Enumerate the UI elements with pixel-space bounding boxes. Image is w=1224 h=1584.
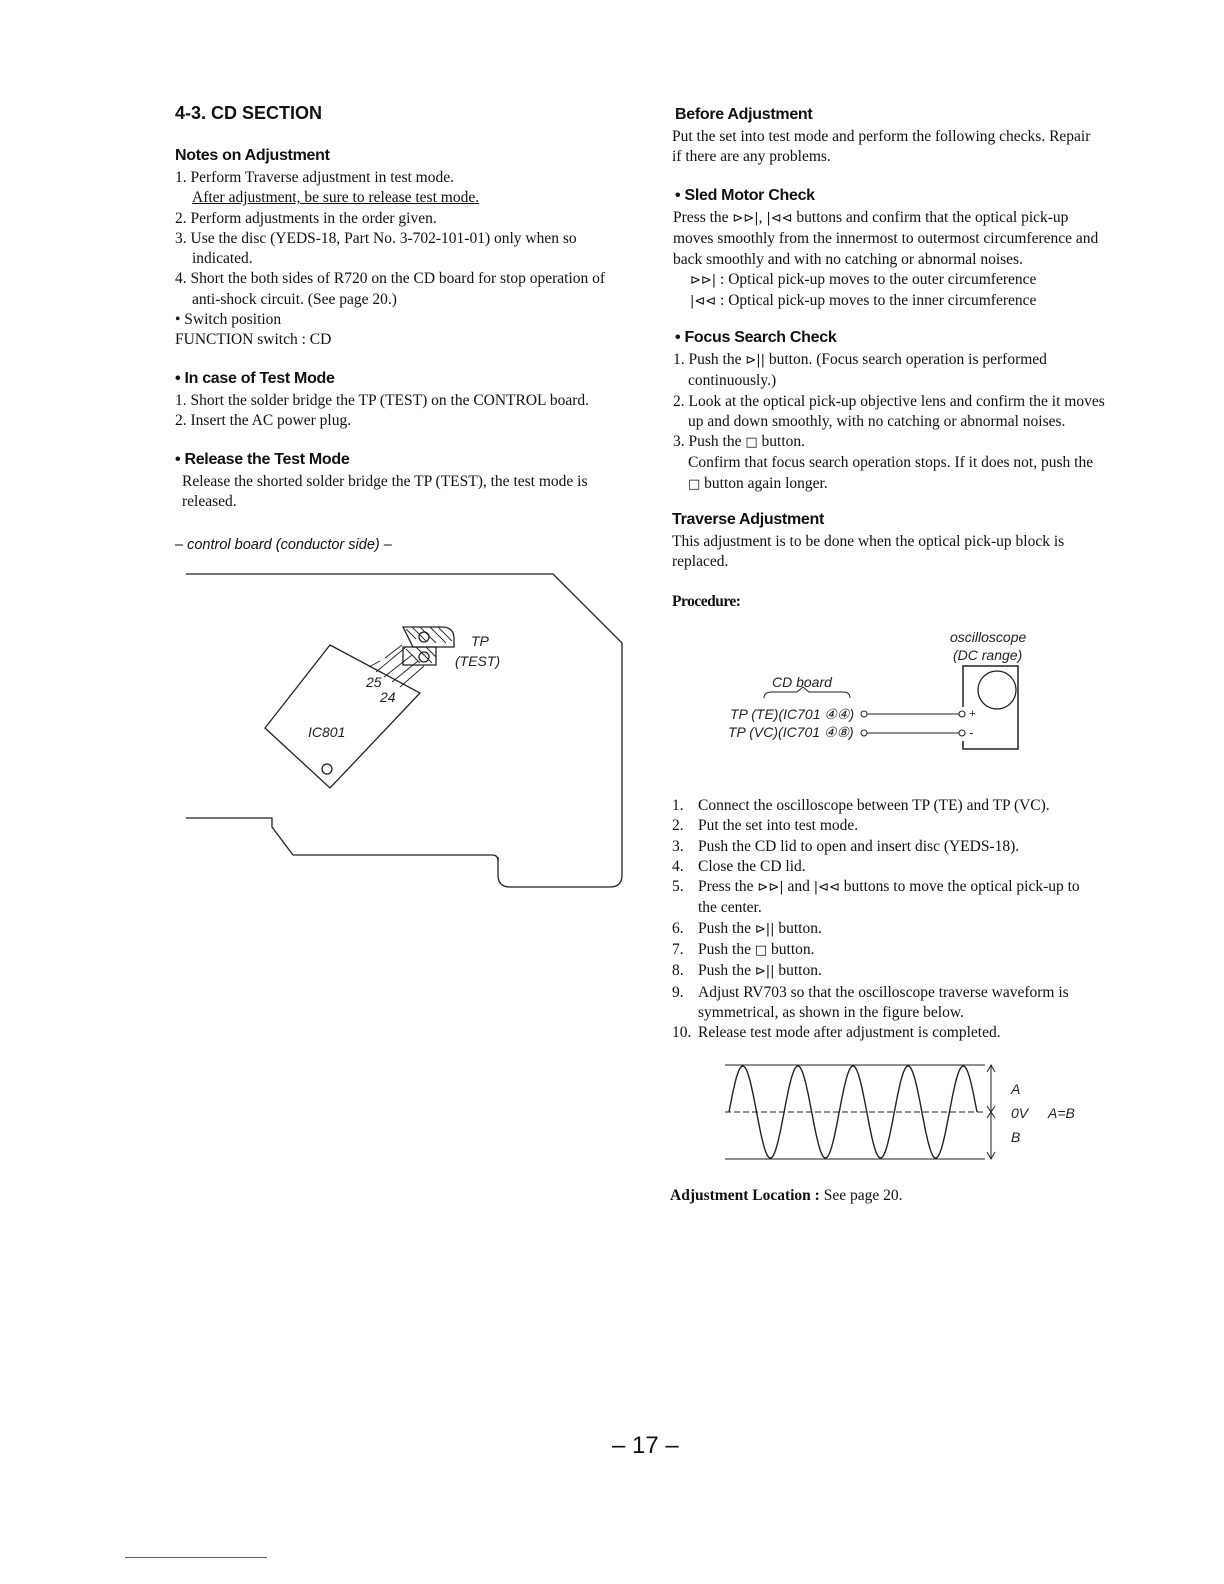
step-number: 8. (672, 962, 684, 980)
notes-line: FUNCTION switch : CD (175, 331, 332, 349)
step-text: button. (771, 941, 815, 959)
step-text: Put the set into test mode. (698, 817, 859, 835)
sled-motor-text (673, 208, 1133, 312)
sled-ff-line (673, 270, 1133, 291)
notes-heading: Notes on Adjustment (175, 147, 330, 164)
notes-line: indicated. (192, 250, 253, 268)
pin-24-label: 24 (380, 689, 396, 705)
procedure-steps (672, 796, 1142, 1044)
board-outline (186, 574, 622, 887)
minus-label: - (969, 725, 974, 740)
sled-rew-text: : Optical pick-up moves to the inner circumference (720, 292, 1037, 310)
step-text: Close the CD lid. (698, 857, 806, 875)
test-mode-heading: • In case of Test Mode (175, 370, 335, 387)
notes-line: 1. Perform Traverse adjustment in test mode. (175, 169, 454, 186)
release-heading: • Release the Test Mode (175, 451, 350, 468)
rewind-icon: |⊲⊲ (766, 211, 793, 226)
sled-line: back smoothly and with no catching or abnormal noises. (673, 250, 1023, 268)
focus-search-heading: • Focus Search Check (675, 329, 837, 346)
cd-board-label: CD board (772, 674, 832, 690)
step-number: 9. (672, 983, 684, 1001)
focus-line (673, 432, 1133, 453)
plus-label: + (969, 708, 976, 720)
procedure-step (672, 1023, 1142, 1043)
play-pause-icon: ⊳|| (754, 964, 775, 980)
step-number: 3. (672, 837, 684, 855)
sled-line (673, 208, 1133, 229)
traverse-line: replaced. (672, 553, 729, 571)
step-number: 1. (672, 797, 684, 814)
focus-line (673, 474, 1133, 495)
sled-motor-heading: • Sled Motor Check (675, 187, 815, 204)
oscilloscope-diagram (720, 625, 1040, 760)
focus-line: up and down smoothly, with no catching or abnormal noises. (688, 412, 1066, 430)
step-number: 5. (672, 878, 684, 896)
procedure-step (672, 940, 1142, 961)
label-a-equals-b: A=B (1048, 1105, 1075, 1121)
step-number: 7. (672, 941, 684, 959)
traverse-line: This adjustment is to be done when the optical pick-up block is (672, 533, 1065, 550)
sled-ff-text: : Optical pick-up moves to the outer circumference (720, 270, 1037, 288)
procedure-step (672, 961, 1142, 982)
rewind-icon: |⊲⊲ (690, 294, 717, 310)
oscilloscope-screen (978, 671, 1016, 709)
tp-test-label: (TEST) (455, 653, 501, 669)
release-line: released. (182, 493, 237, 511)
step-text: Push the (698, 962, 751, 980)
focus-text: button. (761, 433, 806, 451)
fast-forward-icon: ⊳⊳| (757, 880, 784, 896)
test-mode-list (175, 391, 589, 432)
step-number: 6. (672, 919, 684, 937)
stop-icon: □ (754, 943, 768, 959)
procedure-step (672, 857, 1142, 877)
before-adjustment-heading: Before Adjustment (675, 106, 813, 123)
sled-line: moves smoothly from the innermost to outermost circumference and (673, 230, 1099, 248)
step-text: Adjust RV703 so that the oscilloscope traverse waveform is (698, 983, 1069, 1001)
focus-line (673, 350, 1133, 371)
notes-line: 3. Use the disc (YEDS-18, Part No. 3-702-101-01) only when so (175, 229, 577, 247)
focus-line: Confirm that focus search operation stops. If it does not, push the (688, 454, 1094, 472)
step-text: the center. (698, 899, 762, 917)
focus-search-text (673, 350, 1133, 495)
step-text: buttons to move the optical pick-up to (843, 878, 1080, 896)
step-text: Push the (698, 919, 751, 937)
step-text: Release test mode after adjustment is completed. (698, 1024, 1001, 1042)
before-line: if there are any problems. (672, 148, 831, 166)
ic801-pin1-marker (322, 764, 332, 774)
ic801-label: IC801 (308, 724, 346, 740)
release-line: Release the shorted solder bridge the TP (TEST), the test mode is (182, 473, 588, 490)
sled-rew-line (673, 291, 1133, 312)
play-pause-icon: ⊳|| (754, 921, 775, 937)
focus-line: continuously.) (688, 372, 777, 390)
section-title: 4-3. CD SECTION (175, 103, 323, 123)
notes-line: anti-shock circuit. (See page 20.) (192, 290, 397, 308)
notes-line: 4. Short the both sides of R720 on the CD board for stop operation of (175, 270, 606, 288)
label-b: B (1011, 1129, 1021, 1145)
step-text: Press the (698, 878, 754, 896)
adjustment-location-label: Adjustment Location : (670, 1187, 820, 1204)
test-mode-line: 1. Short the solder bridge the TP (TEST) on the CONTROL board. (175, 392, 589, 409)
notes-line: After adjustment, be sure to release test mode. (192, 189, 480, 207)
rewind-icon: |⊲⊲ (813, 880, 840, 896)
step-text: button. (778, 962, 822, 980)
stop-icon: □ (688, 476, 701, 492)
focus-text: 3. Push the (673, 433, 742, 451)
step-text: Push the CD lid to open and insert disc (YEDS-18). (698, 837, 1020, 855)
before-adjustment-text (672, 127, 1090, 168)
focus-text: button again longer. (704, 474, 828, 492)
step-number: 4. (672, 857, 684, 875)
procedure-step (672, 877, 1142, 919)
adjustment-location-text: See page 20. (823, 1187, 903, 1204)
procedure-step (672, 796, 1142, 816)
step-text: symmetrical, as shown in the figure below. (698, 1003, 964, 1021)
tp-te-label: TP (TE)(IC701 ④④) (730, 706, 855, 722)
page-number: – 17 – (612, 1432, 679, 1459)
adjustment-location (670, 1186, 902, 1206)
focus-text: 1. Push the (673, 351, 742, 368)
procedure-step (672, 816, 1142, 836)
release-text (182, 472, 588, 513)
label-0v: 0V (1011, 1105, 1029, 1121)
footer-rule (125, 1557, 267, 1558)
notes-list (175, 168, 645, 351)
fast-forward-icon: ⊳⊳| (732, 211, 759, 226)
step-text: and (787, 878, 810, 896)
te-terminal (861, 711, 867, 717)
sled-rest: buttons and confirm that the optical pick-up (796, 209, 1069, 226)
traverse-heading: Traverse Adjustment (672, 511, 824, 528)
sled-separator: , (758, 209, 763, 226)
stop-icon: □ (745, 435, 758, 451)
step-text: Connect the oscilloscope between TP (TE) and TP (VC). (698, 797, 1050, 814)
procedure-step (672, 837, 1142, 857)
traverse-text (672, 532, 1064, 573)
focus-text: button. (Focus search operation is performed (768, 351, 1047, 368)
control-board-diagram (180, 565, 630, 895)
test-mode-line: 2. Insert the AC power plug. (175, 412, 352, 430)
procedure-step (672, 919, 1142, 940)
before-line: Put the set into test mode and perform the following checks. Repair (672, 128, 1091, 145)
tp-label: TP (471, 633, 489, 649)
fast-forward-icon: ⊳⊳| (690, 272, 717, 288)
board-outline-lower (186, 818, 498, 861)
notes-line: 2. Perform adjustments in the order given. (175, 209, 437, 227)
procedure-heading: Procedure: (672, 593, 741, 610)
pin-25-label: 25 (366, 674, 382, 690)
sled-press: Press the (673, 209, 729, 226)
focus-line: 2. Look at the optical pick-up objective lens and confirm the it moves (673, 392, 1105, 410)
step-number: 2. (672, 817, 684, 835)
play-pause-icon: ⊳|| (745, 353, 765, 368)
board-caption: – control board (conductor side) – (175, 537, 392, 553)
traverse-waveform-diagram (715, 1060, 1095, 1170)
procedure-step (672, 983, 1142, 1024)
step-text: Push the (698, 941, 751, 959)
step-number: 10. (672, 1024, 692, 1042)
step-text: button. (778, 919, 822, 937)
oscilloscope-range-label: (DC range) (953, 647, 1023, 663)
label-a: A (1011, 1081, 1021, 1097)
tp-vc-label: TP (VC)(IC701 ④⑧) (728, 724, 854, 740)
oscilloscope-label: oscilloscope (950, 629, 1027, 645)
notes-line: • Switch position (175, 311, 282, 329)
vc-terminal (861, 730, 867, 736)
